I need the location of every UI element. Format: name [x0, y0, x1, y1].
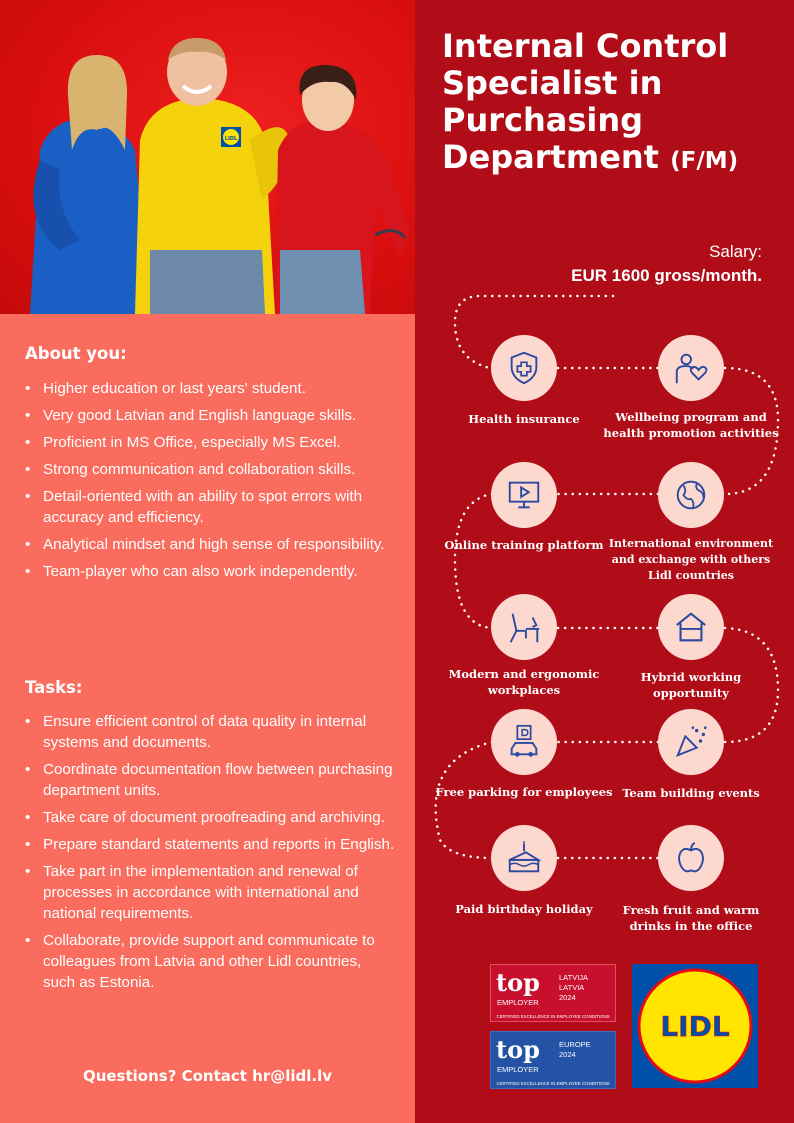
house-icon: [672, 608, 710, 646]
badge-country: [559, 973, 609, 1003]
benefit-icon-hybrid: [658, 594, 724, 660]
badge-year: 2024: [559, 993, 576, 1002]
list-item: • Analytical mindset and high sense of responsibility.: [25, 534, 397, 555]
benefit-label: Paid birthday holiday: [455, 902, 593, 916]
svg-text:LIDL: LIDL: [224, 136, 238, 142]
parking-car-icon: [505, 723, 543, 761]
job-title-main: Internal Control Specialist in Purchasing Department: [442, 27, 729, 176]
globe-icon: [672, 476, 710, 514]
benefit-label: Wellbeing program and health promotion activities: [603, 410, 779, 440]
benefit-icon-birthday: [491, 825, 557, 891]
apple-icon: [672, 839, 710, 877]
benefit-label: Health insurance: [468, 412, 580, 426]
benefit-label: Modern and ergonomic workplaces: [448, 667, 600, 697]
wellbeing-heart-icon: [672, 349, 710, 387]
badge-country: [559, 1040, 591, 1060]
badge-top: top: [496, 968, 540, 997]
benefit-icon-wellbeing: [658, 335, 724, 401]
list-item: • Very good Latvian and English language skills.: [25, 405, 397, 426]
badge-year: 2024: [559, 1050, 576, 1059]
benefit-icon-fruit: [658, 825, 724, 891]
benefit-icon-health: [491, 335, 557, 401]
benefit-label: Hybrid working opportunity: [640, 670, 742, 700]
monitor-play-icon: [505, 476, 543, 514]
badge-employer: EMPLOYER: [497, 1065, 539, 1074]
party-popper-icon: [672, 723, 710, 761]
benefit-label: Fresh fruit and warm drinks in the office: [622, 903, 760, 933]
badge-top: top: [496, 1035, 540, 1064]
contact-line[interactable]: Questions? Contact hr@lidl.lv: [82, 1067, 333, 1085]
svg-text:LIDL: LIDL: [660, 1010, 730, 1043]
list-item: • Take care of document proofreading and archiving.: [25, 807, 397, 828]
badge-employer: EMPLOYER: [497, 998, 539, 1007]
top-employer-latvia-badge: [490, 964, 616, 1022]
list-item: • Coordinate documentation flow between purchasing department units.: [25, 759, 397, 801]
benefit-icon-international: [658, 462, 724, 528]
desk-chair-icon: [505, 608, 543, 646]
list-item: • Detail-oriented with an ability to spot errors with accuracy and efficiency.: [25, 486, 397, 528]
tasks-heading: Tasks:: [25, 678, 83, 697]
salary-label: Salary:: [709, 242, 762, 261]
list-item: • Prepare standard statements and reports in English.: [25, 834, 397, 855]
benefit-icon-parking: [491, 709, 557, 775]
about-heading: About you:: [25, 344, 127, 363]
benefit-label: International environment and exchange with others Lidl countries: [608, 537, 774, 582]
benefit-icon-workplace: [491, 594, 557, 660]
badge-cert: CERTIFIED EXCELLENCE IN EMPLOYEE CONDITIONS: [496, 1014, 610, 1019]
benefit-label: Online training platform: [444, 538, 604, 552]
list-item: • Take part in the implementation and renewal of processes in accordance with international and national requirements.: [25, 861, 397, 924]
shield-medical-icon: [505, 349, 543, 387]
salary-value: EUR 1600 gross/month.: [571, 266, 762, 285]
benefit-label: Free parking for employees: [435, 785, 613, 799]
list-item: • Ensure efficient control of data quality in internal systems and documents.: [25, 711, 397, 753]
benefit-icon-team-building: [658, 709, 724, 775]
lidl-logo: [632, 964, 758, 1088]
list-item: • Strong communication and collaboration skills.: [25, 459, 397, 480]
list-item: • Proficient in MS Office, especially MS Excel.: [25, 432, 397, 453]
birthday-cake-icon: [505, 839, 543, 877]
list-item: • Team-player who can also work independently.: [25, 561, 397, 582]
badge-country-name: EUROPE: [559, 1040, 591, 1049]
list-item: • Collaborate, provide support and communicate to colleagues from Latvia and other Lidl countries, such as Estonia.: [25, 930, 397, 993]
badge-country-name: LATVIJA LATVIA: [559, 973, 588, 992]
top-employer-europe-badge: [490, 1031, 616, 1089]
benefit-label: Team building events: [622, 786, 760, 800]
list-item: • Higher education or last years' student.: [25, 378, 397, 399]
job-title-suffix: (F/M): [670, 148, 739, 174]
benefit-icon-training: [491, 462, 557, 528]
badge-cert: CERTIFIED EXCELLENCE IN EMPLOYEE CONDITIONS: [496, 1081, 610, 1086]
